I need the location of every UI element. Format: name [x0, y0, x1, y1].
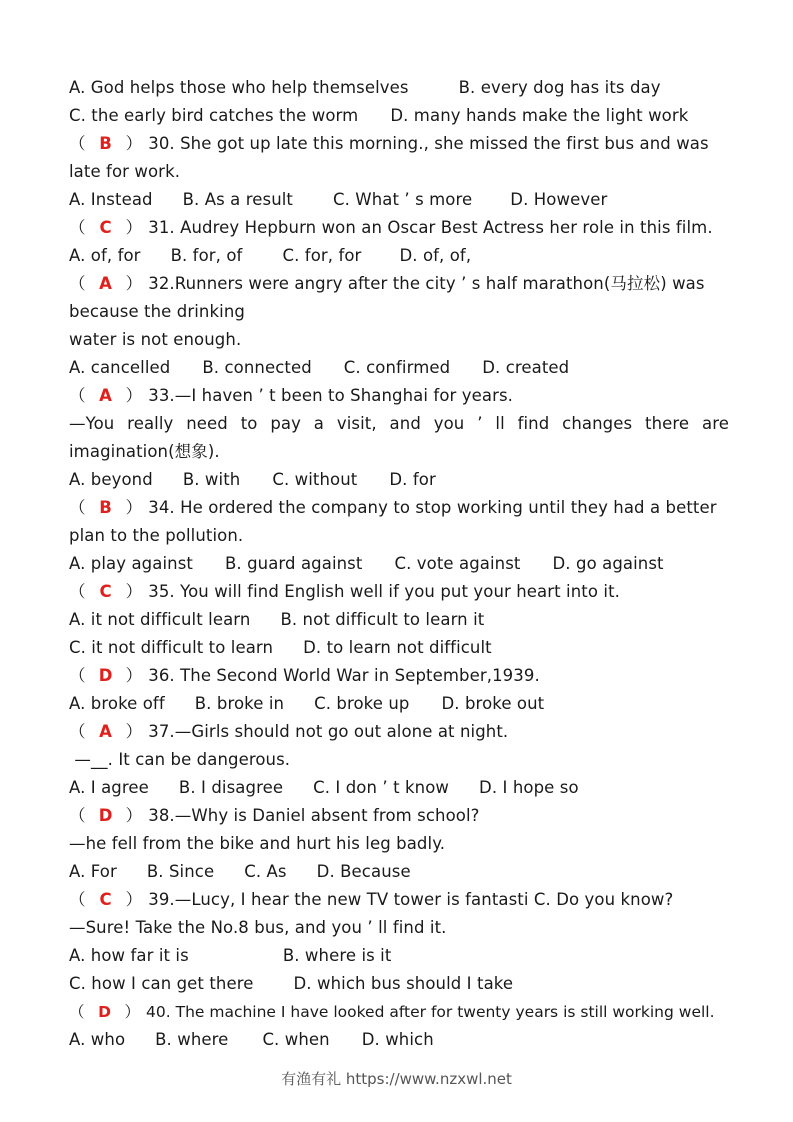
answer-option: B. As a result [182, 190, 293, 209]
open-paren: （ [69, 722, 86, 741]
close-paren: ） [124, 1003, 141, 1021]
close-paren: ） [125, 666, 143, 685]
question-text: 40. The machine I have looked after for twenty years is still working well. [146, 1003, 715, 1021]
open-paren: （ [69, 806, 86, 825]
answer-option: D. broke out [441, 694, 545, 713]
answer-option: B. connected [202, 358, 312, 377]
answer-option: A. broke off [69, 694, 165, 713]
open-paren: （ [69, 1003, 85, 1021]
text-line: —he fell from the bike and hurt his leg badly. [69, 834, 446, 853]
question-line [69, 802, 729, 830]
question-line [69, 718, 729, 746]
answer-option: A. play against [69, 554, 193, 573]
question-text: 33.—I haven ’ t been to Shanghai for years. [148, 386, 514, 405]
answer-option: A. of, for [69, 246, 141, 265]
answer-option: D. for [389, 470, 436, 489]
text-line: plan to the pollution. [69, 526, 244, 545]
answer-option: B. guard against [224, 554, 363, 573]
question-text: 35. You will find English well if you put your heart into it. [148, 582, 620, 601]
answer-option: D. I hope so [479, 778, 579, 797]
open-paren: （ [69, 582, 86, 601]
option-row [69, 774, 729, 802]
answer-option: C. vote against [394, 554, 521, 573]
answer-option: A. it not difficult learn [69, 610, 251, 629]
answer-option: D. to learn not difficult [303, 638, 492, 657]
question-text: 36. The Second World War in September,1939. [148, 666, 540, 685]
answer-option: A. how far it is [69, 946, 189, 965]
answer-option: B. with [182, 470, 241, 489]
answer-option: C. What ’ s more [333, 190, 473, 209]
close-paren: ） [125, 722, 143, 741]
answer-option: A. I agree [69, 778, 149, 797]
answer-key: D [98, 806, 113, 825]
answer-option: B. Since [146, 862, 215, 881]
option-row [69, 186, 729, 214]
close-paren: ） [125, 890, 143, 909]
question-text: 39.—Lucy, I hear the new TV tower is fantasti C. Do you know? [148, 890, 674, 909]
option-row [69, 242, 729, 270]
answer-option: A. For [69, 862, 117, 881]
open-paren: （ [69, 890, 86, 909]
question-line [69, 494, 729, 522]
answer-option: D. Because [316, 862, 411, 881]
text-line: because the drinking [69, 302, 245, 321]
question-text: 30. She got up late this morning., she missed the first bus and was [148, 134, 709, 153]
answer-key: B [99, 134, 112, 153]
answer-option: C. for, for [282, 246, 362, 265]
option-row [69, 858, 729, 886]
answer-key: C [99, 582, 112, 601]
question-text: 32.Runners were angry after the city ’ s half marathon(马拉松) was [148, 274, 705, 293]
option-row [69, 102, 729, 130]
option-row [69, 74, 729, 102]
question-text: 37.—Girls should not go out alone at night. [148, 722, 509, 741]
answer-option: D. many hands make the light work [390, 106, 689, 125]
answer-key: A [99, 722, 113, 741]
question-text: 31. Audrey Hepburn won an Oscar Best Actress her role in this film. [148, 218, 713, 237]
question-line [69, 578, 729, 606]
answer-option: B. not difficult to learn it [280, 610, 485, 629]
close-paren: ） [125, 806, 143, 825]
close-paren: ） [125, 386, 143, 405]
answer-option: B. for, of [170, 246, 243, 265]
answer-option: A. beyond [69, 470, 153, 489]
answer-key: C [99, 890, 112, 909]
dialogue-line: —You really need to pay a visit, and you ’ ll find changes there are [69, 414, 729, 433]
text-line: imagination(想象). [69, 442, 220, 461]
answer-option: D. go against [552, 554, 664, 573]
question-line [69, 662, 729, 690]
answer-key: D [98, 666, 113, 685]
text-line: —__. It can be dangerous. [69, 750, 291, 769]
answer-option: B. where is it [282, 946, 392, 965]
option-row [69, 942, 729, 970]
open-paren: （ [69, 498, 86, 517]
document-body [69, 74, 729, 1054]
answer-option: C. when [262, 1030, 330, 1049]
answer-option: B. where [155, 1030, 229, 1049]
question-text: 34. He ordered the company to stop working until they had a better [148, 498, 717, 517]
answer-key: A [99, 386, 113, 405]
question-line [69, 130, 729, 158]
open-paren: （ [69, 274, 86, 293]
option-row [69, 550, 729, 578]
option-row [69, 634, 729, 662]
answer-option: C. without [272, 470, 358, 489]
answer-option: C. I don ’ t know [313, 778, 450, 797]
open-paren: （ [69, 218, 86, 237]
text-line: —Sure! Take the No.8 bus, and you ’ ll find it. [69, 918, 447, 937]
option-row [69, 690, 729, 718]
open-paren: （ [69, 134, 86, 153]
question-line [69, 998, 729, 1026]
close-paren: ） [125, 582, 143, 601]
question-text: 38.—Why is Daniel absent from school? [148, 806, 480, 825]
answer-key: B [99, 498, 112, 517]
close-paren: ） [125, 134, 143, 153]
option-row [69, 970, 729, 998]
answer-option: A. Instead [69, 190, 153, 209]
answer-option: C. it not difficult to learn [69, 638, 274, 657]
answer-option: C. how I can get there [69, 974, 254, 993]
question-line [69, 886, 729, 914]
text-line: water is not enough. [69, 330, 242, 349]
answer-option: D. of, of, [399, 246, 472, 265]
answer-key: A [99, 274, 113, 293]
answer-option: C. the early bird catches the worm [69, 106, 359, 125]
answer-option: A. who [69, 1030, 126, 1049]
option-row [69, 466, 729, 494]
question-line [69, 214, 729, 242]
close-paren: ） [125, 498, 143, 517]
question-line [69, 382, 729, 410]
answer-option: C. confirmed [343, 358, 451, 377]
answer-option: C. broke up [314, 694, 410, 713]
answer-option: B. I disagree [178, 778, 284, 797]
option-row [69, 1026, 729, 1054]
option-row [69, 354, 729, 382]
answer-option: B. every dog has its day [458, 78, 661, 97]
answer-option: D. which bus should I take [293, 974, 514, 993]
answer-option: D. which [361, 1030, 434, 1049]
close-paren: ） [125, 218, 143, 237]
answer-option: D. However [510, 190, 608, 209]
answer-option: B. broke in [194, 694, 285, 713]
open-paren: （ [69, 386, 86, 405]
answer-option: A. cancelled [69, 358, 171, 377]
answer-option: D. created [482, 358, 570, 377]
answer-option: C. As [244, 862, 287, 881]
answer-key: D [98, 1003, 111, 1021]
answer-option: A. God helps those who help themselves [69, 78, 409, 97]
page-footer: 有渔有礼 https://www.nzxwl.net [281, 1070, 512, 1088]
close-paren: ） [125, 274, 143, 293]
answer-key: C [99, 218, 112, 237]
text-line: late for work. [69, 162, 181, 181]
open-paren: （ [69, 666, 86, 685]
question-line [69, 270, 729, 298]
option-row [69, 606, 729, 634]
